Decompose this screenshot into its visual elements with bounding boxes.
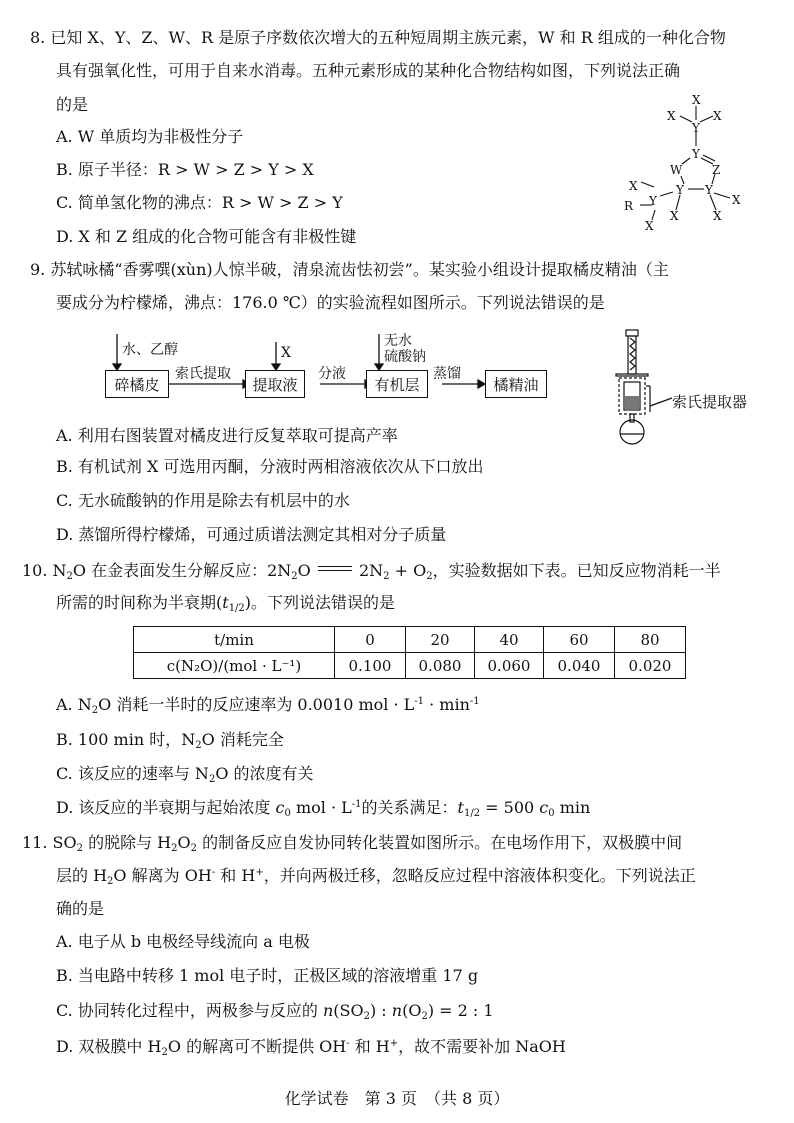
q10-stem-line1: 10. $N_2O$ 在金表面发生分解反应：$2N_2O$ $2N_2 + O_2$，实验数据如下表。已知反应物消耗一半 (22, 561, 721, 582)
table-header-concentration: c(N₂O)/(mol · L⁻¹) (134, 653, 335, 679)
table-cell: 40 (475, 627, 544, 653)
table-cell: 0 (335, 627, 406, 653)
atom-z: Z (712, 163, 721, 177)
q8-option-c: C. 简单氢化物的沸点：R > W > Z > Y (56, 193, 343, 212)
q8-stem-line2: 具有强氧化性，可用于自来水消毒。五种元素形成的某种化合物结构如图，下列说法正确 (56, 61, 681, 80)
q11-stem-line3: 确的是 (56, 899, 105, 918)
table-header-time: t/min (134, 627, 335, 653)
atom-x: X (670, 209, 679, 223)
q10-stem-line2: 所需的时间称为半衰期$(t_{1/2})$。下列说法错误的是 (56, 593, 396, 614)
q11-option-d: D. 双极膜中 $H_2O$ 的解离可不断提供 OH- 和 H+，故不需要补加 NaOH (56, 1037, 566, 1058)
flow-step-separation: 分液 (318, 366, 346, 382)
page-footer: 化学试卷 第 3 页 （共 8 页） (284, 1089, 510, 1108)
q8-option-b: B. 原子半径：R > W > Z > Y > X (56, 160, 314, 179)
flow-input-x: X (281, 345, 291, 361)
atom-w: W (670, 163, 683, 177)
q9-stem-line1: 9. 苏轼咏橘“香雾噀(xùn)人惊半破，清泉流齿怯初尝”。某实验小组设计提取橘皮精油（主 (30, 260, 669, 279)
table-cell: 0.060 (475, 653, 544, 679)
atom-x: X (713, 209, 722, 223)
table-cell: 20 (406, 627, 475, 653)
q9-option-b: B. 有机试剂 X 可选用丙酮，分液时两相溶液依次从下口放出 (56, 457, 484, 476)
table-cell: 0.020 (615, 653, 686, 679)
q10-option-b: B. 100 min 时，$N_2O$ 消耗完全 (56, 730, 284, 751)
flow-step-distillation: 蒸馏 (433, 366, 461, 382)
atom-y: Y (705, 183, 713, 197)
q9-option-a: A. 利用右图装置对橘皮进行反复萃取可提高产率 (56, 426, 398, 445)
table-cell: 80 (615, 627, 686, 653)
table-cell: 0.080 (406, 653, 475, 679)
table-cell: 0.100 (335, 653, 406, 679)
flow-input-anhydrous: 无水 (384, 333, 412, 349)
flow-step-soxhlet: 索氏提取 (175, 366, 231, 382)
q11-stem-line1: 11. $SO_2$ 的脱除与 $H_2O_2$ 的制备反应自发协同转化装置如图所示。在电场作用下，双极膜中间 (22, 833, 683, 854)
q10-option-d: D. 该反应的半衰期与起始浓度 $c_0$ mol · $L^{-1}$的关系满足：$t_{1/2} = 500$ $c_0$ min (56, 798, 591, 819)
flow-box-extract: 提取液 (245, 370, 305, 398)
q8-option-d: D. X 和 Z 组成的化合物可能含有非极性键 (56, 227, 357, 246)
q8-option-a: A. W 单质均为非极性分子 (56, 127, 244, 146)
soxhlet-apparatus-image (606, 328, 670, 446)
flow-box-essential-oil: 橘精油 (485, 370, 547, 398)
atom-y: Y (692, 121, 700, 135)
flow-box-organic-layer: 有机层 (366, 370, 428, 398)
table-cell: 60 (544, 627, 615, 653)
q10-option-c: C. 该反应的速率与 $N_2O$ 的浓度有关 (56, 764, 314, 785)
q9-option-c: C. 无水硫酸钠的作用是除去有机层中的水 (56, 491, 350, 510)
atom-x: X (629, 179, 638, 193)
flow-box-peel: 碎橘皮 (105, 370, 169, 398)
atom-r: R (624, 199, 634, 213)
table-cell: 0.040 (544, 653, 615, 679)
apparatus-pointer (648, 392, 674, 410)
atom-x: X (713, 109, 722, 123)
table-row (134, 653, 686, 679)
atom-y: Y (649, 194, 657, 208)
q11-option-b: B. 当电路中转移 1 mol 电子时，正极区域的溶液增重 17 g (56, 966, 479, 985)
apparatus-label: 索氏提取器 (672, 393, 748, 411)
atom-x: X (692, 93, 701, 107)
atom-x: X (732, 193, 741, 207)
atom-x: X (645, 219, 654, 233)
flow-input-sodium-sulfate: 硫酸钠 (384, 349, 426, 365)
atom-y: Y (692, 147, 700, 161)
reaction-equals-sign (316, 564, 354, 574)
q11-option-c: C. 协同转化过程中，两极参与反应的 $n(SO_2)$ : $n(O_2) = 2$ : 1 (56, 1001, 494, 1022)
q10-data-table (133, 626, 686, 679)
table-row (134, 627, 686, 653)
q10-option-a: A. $N_2O$ 消耗一半时的反应速率为 0.0010 mol · $L^{-1} \cdot \min^{-1}$ (56, 695, 480, 716)
q9-stem-line2: 要成分为柠檬烯，沸点：176.0 ℃）的实验流程如图所示。下列说法错误的是 (56, 293, 605, 312)
q11-stem-line2: 层的 $H_2O$ 解离为 OH- 和 H+，并向两极迁移，忽略反应过程中溶液体积变化。下列说法正 (56, 866, 696, 887)
q8-molecule-structure (612, 92, 752, 242)
q8-stem-line3: 的是 (56, 95, 89, 114)
q11-option-a: A. 电子从 b 电极经导线流向 a 电极 (56, 932, 310, 951)
atom-y: Y (676, 183, 684, 197)
q8-stem-line1: 8. 已知 X、Y、Z、W、R 是原子序数依次增大的五种短周期主族元素，W 和 R 组成的一种化合物 (30, 28, 726, 47)
atom-x: X (667, 109, 676, 123)
q9-option-d: D. 蒸馏所得柠檬烯，可通过质谱法测定其相对分子质量 (56, 525, 447, 544)
flow-input-water-ethanol: 水、乙醇 (122, 342, 178, 358)
